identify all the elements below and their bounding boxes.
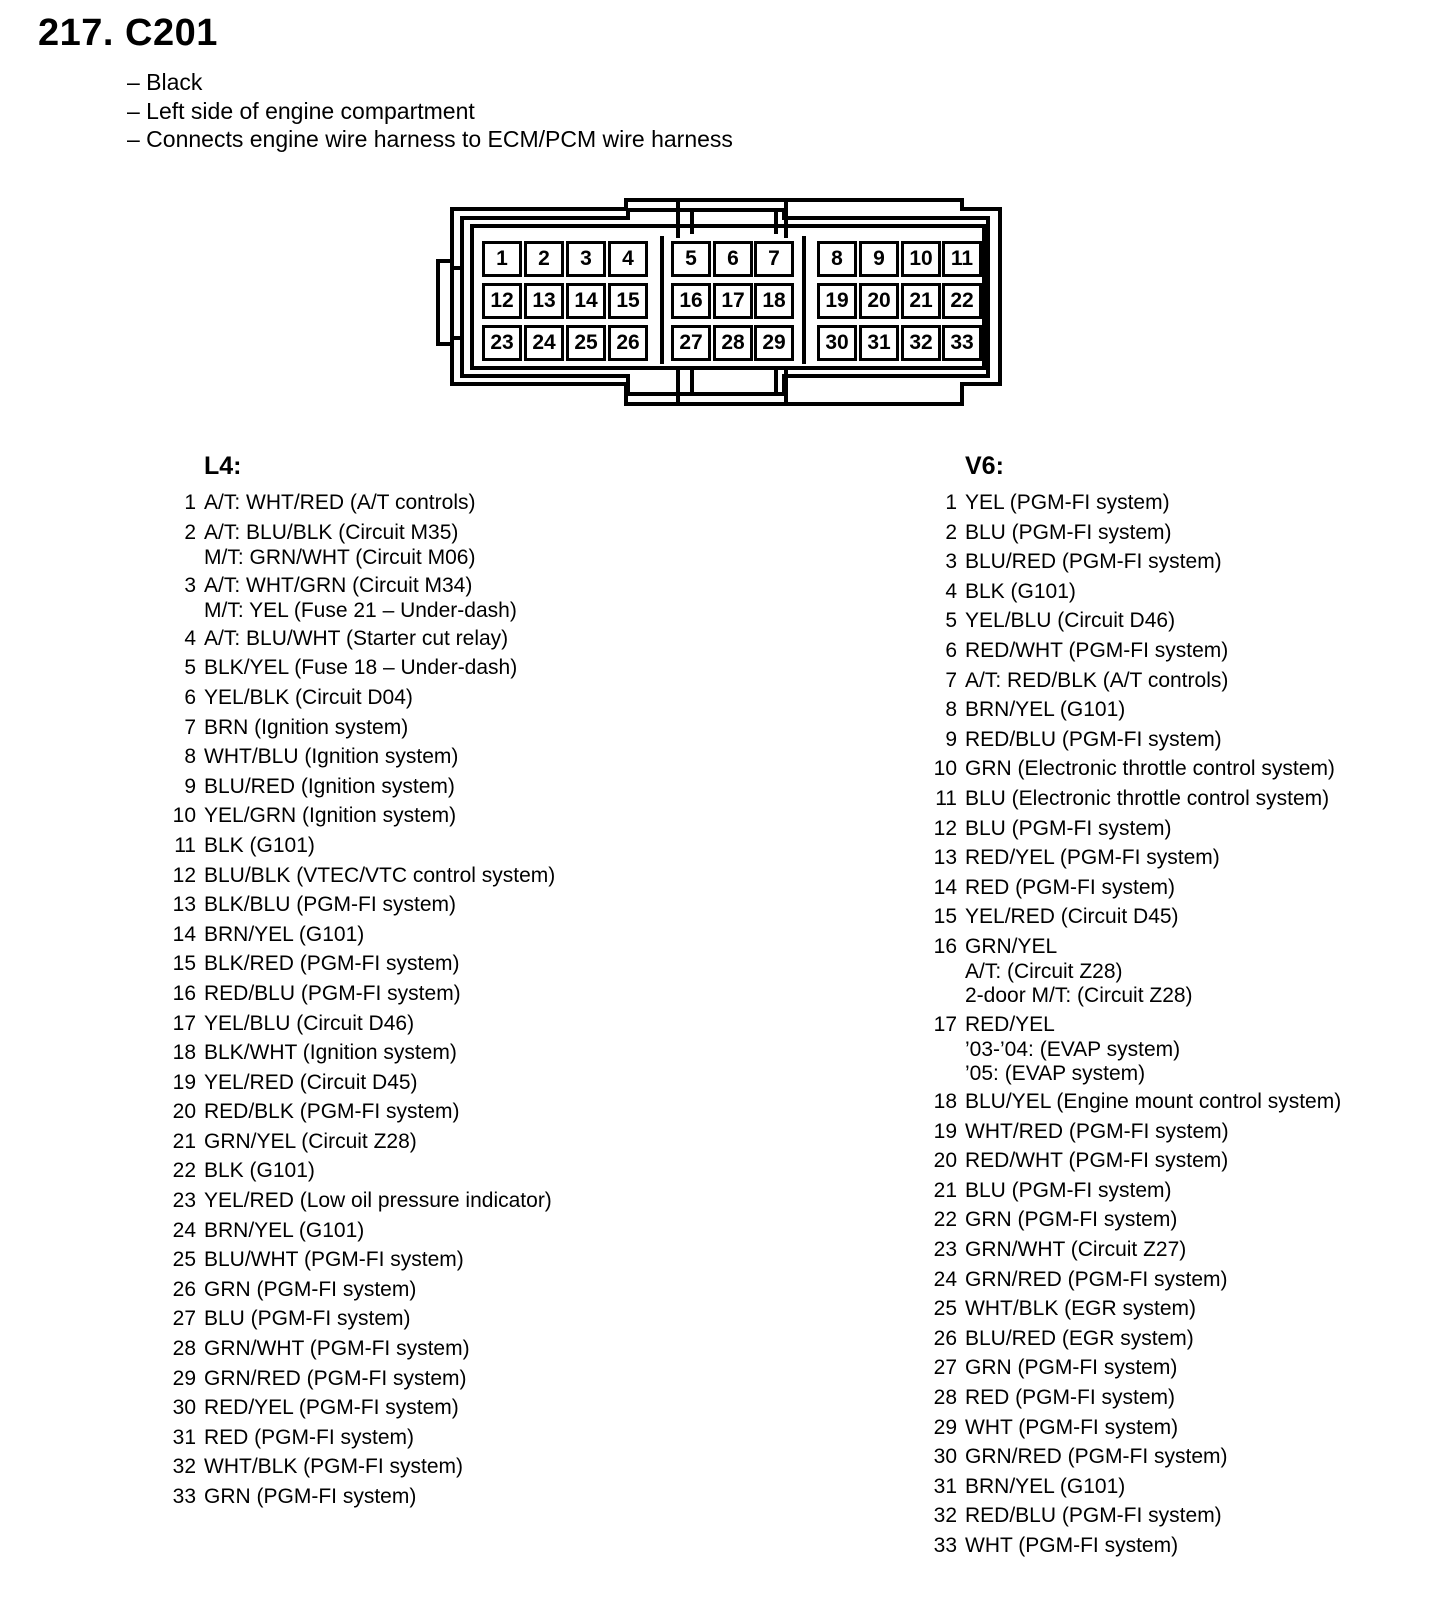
wire-description: GRN/RED (PGM-FI system): [965, 1267, 1228, 1291]
pin-number: 12: [172, 863, 196, 887]
pin-number: 5: [945, 609, 957, 633]
pin-cell: 28: [713, 325, 753, 361]
pin-number: 2: [945, 520, 957, 544]
pin-number: 21: [933, 1178, 957, 1202]
page-title: 217. C201: [38, 12, 218, 54]
pin-entry: [172, 1453, 555, 1481]
pin-entry: [172, 921, 555, 949]
pin-number: 21: [172, 1129, 196, 1153]
pin-entry: [933, 1011, 1341, 1087]
pin-entry: [184, 654, 555, 682]
pin-number: 24: [172, 1218, 196, 1242]
pin-number: 22: [933, 1208, 957, 1232]
wire-description: RED (PGM-FI system): [204, 1425, 414, 1449]
pin-cell: 30: [817, 325, 857, 361]
pin-entry: [933, 1266, 1341, 1294]
pin-cell: 33: [942, 325, 982, 361]
wire-description: GRN (PGM-FI system): [965, 1208, 1178, 1232]
wire-sub-description: ’05: (EVAP system): [965, 1062, 1146, 1085]
pin-entry: [933, 1118, 1341, 1146]
pin-number: 10: [933, 757, 957, 781]
pin-number: 15: [933, 905, 957, 929]
pin-number: 7: [945, 668, 957, 692]
pin-number: 24: [933, 1267, 957, 1291]
wire-description: A/T: WHT/RED (A/T controls): [204, 491, 476, 514]
pin-cell: 2: [524, 241, 564, 277]
pin-entry: [933, 1236, 1341, 1264]
pin-entry: [184, 714, 555, 742]
pin-cell: 12: [482, 283, 522, 319]
wire-sub-description: M/T: YEL (Fuse 21 – Under-dash): [204, 598, 517, 622]
pin-entry: [933, 1384, 1341, 1412]
wire-description: BLK (G101): [204, 1159, 315, 1183]
pin-entry: [933, 1443, 1341, 1471]
pin-number: 6: [945, 638, 957, 662]
pin-entry: [933, 1088, 1342, 1116]
pin-entry: [933, 1325, 1341, 1353]
pin-entry: [172, 980, 555, 1008]
pin-entry: [172, 1424, 555, 1452]
pin-entry: [172, 1187, 555, 1215]
pin-entry: [184, 743, 555, 771]
pin-number: 27: [933, 1356, 957, 1380]
pin-number: 5: [184, 656, 196, 680]
pin-entry: [172, 802, 555, 830]
wire-description: RED/YEL (PGM-FI system): [965, 846, 1220, 870]
wire-description: GRN/RED (PGM-FI system): [204, 1366, 467, 1390]
pin-number: 11: [174, 833, 196, 857]
wire-description: BLU/RED (Ignition system): [204, 774, 455, 798]
wire-description: A/T: BLU/BLK (Circuit M35): [204, 520, 459, 544]
pin-number: 13: [172, 893, 196, 917]
wire-description: RED/YEL (PGM-FI system): [204, 1396, 459, 1420]
wire-sub-description: A/T: (Circuit Z28): [965, 959, 1123, 983]
wire-description: RED/YEL: [965, 1012, 1055, 1036]
pin-entry: [933, 903, 1341, 931]
pin-number: 4: [945, 579, 957, 603]
pin-entry: [174, 832, 555, 860]
wire-description: BLU (PGM-FI system): [965, 816, 1172, 840]
pin-entry: [933, 933, 1341, 1009]
pin-entry: [945, 607, 1341, 635]
pin-cell: 15: [608, 283, 648, 319]
pin-entry: [945, 578, 1341, 606]
pin-number: 10: [172, 804, 196, 828]
wire-description: BLK/RED (PGM-FI system): [204, 952, 460, 976]
pin-cell: 8: [817, 241, 857, 277]
pin-entry: [172, 1157, 555, 1185]
wire-description: WHT (PGM-FI system): [965, 1534, 1179, 1557]
pin-number: 25: [172, 1248, 196, 1272]
pin-entry: [172, 1276, 555, 1304]
pin-number: 22: [172, 1159, 196, 1183]
wire-description: GRN/WHT (Circuit Z27): [965, 1238, 1187, 1262]
wire-description: BLU/RED (PGM-FI system): [965, 550, 1222, 574]
wire-description: BRN/YEL (G101): [965, 1474, 1126, 1498]
wire-description: RED/BLK (PGM-FI system): [204, 1100, 460, 1124]
wire-description: BLU/RED (EGR system): [965, 1326, 1194, 1350]
wire-description: WHT/BLU (Ignition system): [204, 745, 459, 769]
wire-description: BLK/WHT (Ignition system): [204, 1041, 457, 1065]
pin-number: 15: [172, 952, 196, 976]
pin-cell: 29: [754, 325, 794, 361]
pin-entry: [172, 1010, 555, 1038]
pin-entry: [935, 785, 1341, 813]
pin-number: 30: [172, 1396, 196, 1420]
pin-entry: [172, 1069, 555, 1097]
wire-description: WHT (PGM-FI system): [965, 1415, 1179, 1439]
pin-entry: [184, 519, 555, 571]
wire-sub-description: M/T: GRN/WHT (Circuit M06): [204, 545, 476, 569]
pin-entry: [933, 1206, 1341, 1234]
pin-number: 16: [933, 934, 957, 958]
wire-description: BRN/YEL (G101): [204, 922, 365, 946]
pin-cell: 27: [671, 325, 711, 361]
pin-number: 23: [933, 1238, 957, 1262]
wire-description: BLU/BLK (VTEC/VTC control system): [204, 863, 556, 887]
pin-entry: [945, 519, 1341, 547]
pin-number: 33: [933, 1534, 957, 1557]
wire-description: YEL/BLK (Circuit D04): [204, 685, 413, 709]
pin-entry: [933, 1177, 1341, 1205]
wire-description: BLK/BLU (PGM-FI system): [204, 893, 457, 917]
pin-entry: [933, 1295, 1341, 1323]
pin-number: 9: [184, 774, 196, 798]
pin-entry: [184, 489, 555, 517]
wire-description: GRN (Electronic throttle control system): [965, 757, 1335, 781]
wire-description: GRN/RED (PGM-FI system): [965, 1445, 1228, 1469]
pin-cell: 25: [566, 325, 606, 361]
wire-description: A/T: RED/BLK (A/T controls): [965, 668, 1229, 692]
wire-description: BLU/YEL (Engine mount control system): [965, 1090, 1342, 1114]
pin-number: 20: [172, 1100, 196, 1124]
wire-description: YEL/RED (Circuit D45): [204, 1070, 418, 1094]
pin-cell: 7: [754, 241, 794, 277]
pin-entry: [945, 696, 1341, 724]
pin-entry: [933, 755, 1341, 783]
pin-number: 29: [172, 1366, 196, 1390]
pin-number: 28: [933, 1386, 957, 1410]
wire-description: RED/WHT (PGM-FI system): [965, 638, 1229, 662]
wire-description: GRN/WHT (PGM-FI system): [204, 1337, 470, 1361]
pin-entry: [945, 726, 1341, 754]
pin-number: 2: [184, 520, 196, 544]
pin-number: 6: [184, 685, 196, 709]
wire-description: RED (PGM-FI system): [965, 1386, 1175, 1410]
pin-number: 4: [184, 626, 196, 650]
pin-number: 8: [184, 745, 196, 769]
pin-number: 3: [945, 550, 957, 574]
wire-description: BLK (G101): [204, 833, 315, 857]
note-color: – Black: [127, 69, 203, 95]
pin-entry: [184, 773, 555, 801]
pin-number: 18: [933, 1090, 957, 1114]
pin-entry: [172, 1335, 555, 1363]
wire-description: BLU (PGM-FI system): [204, 1307, 411, 1331]
pin-cell: 3: [566, 241, 606, 277]
pin-cell: 1: [482, 241, 522, 277]
wire-description: YEL/RED (Low oil pressure indicator): [204, 1189, 552, 1213]
pin-entry: [933, 874, 1341, 902]
pin-entry: [184, 572, 555, 624]
pin-entry: [172, 862, 556, 890]
wire-description: RED/WHT (PGM-FI system): [965, 1149, 1229, 1173]
wire-description: YEL/BLU (Circuit D46): [204, 1011, 415, 1035]
wire-description: BLU (PGM-FI system): [965, 520, 1172, 544]
pin-entry: [172, 1098, 555, 1126]
pin-entry: [172, 1305, 555, 1333]
pin-number: 20: [933, 1149, 957, 1173]
pin-number: 19: [172, 1070, 196, 1094]
wire-description: WHT/BLK (PGM-FI system): [204, 1455, 463, 1479]
pin-cell: 11: [942, 241, 982, 277]
pin-cell: 4: [608, 241, 648, 277]
pin-entry: [172, 1039, 555, 1067]
pin-cell: 20: [859, 283, 899, 319]
pin-number: 12: [933, 816, 957, 840]
pin-entry: [172, 1128, 555, 1156]
pin-number: 1: [945, 491, 957, 514]
connector-notes: [127, 68, 733, 154]
wire-description: YEL/BLU (Circuit D46): [965, 609, 1176, 633]
pin-number: 33: [172, 1485, 196, 1508]
pin-entry: [945, 548, 1341, 576]
pin-number: 14: [172, 922, 196, 946]
wire-sub-description: ’03-’04: (EVAP system): [965, 1037, 1181, 1061]
pin-number: 26: [933, 1326, 957, 1350]
wire-description: GRN (PGM-FI system): [965, 1356, 1178, 1380]
pin-number: 7: [184, 715, 196, 739]
wire-description: RED (PGM-FI system): [965, 875, 1175, 899]
wire-description: BLU/WHT (PGM-FI system): [204, 1248, 464, 1272]
pin-entry: [933, 1502, 1341, 1530]
pin-cell: 19: [817, 283, 857, 319]
connector-diagram: [440, 198, 1020, 420]
wire-description: BRN/YEL (G101): [204, 1218, 365, 1242]
pin-number: 26: [172, 1277, 196, 1301]
pin-entry: [933, 1473, 1341, 1501]
wire-description: A/T: BLU/WHT (Starter cut relay): [204, 626, 509, 650]
wire-description: BLK (G101): [965, 579, 1076, 603]
pin-entry: [933, 844, 1341, 872]
pin-entry: [172, 1483, 555, 1511]
pin-number: 17: [933, 1012, 957, 1036]
pin-cell: 24: [524, 325, 564, 361]
wire-description: GRN/YEL: [965, 934, 1058, 958]
wire-description: GRN/YEL (Circuit Z28): [204, 1129, 417, 1153]
wire-description: BLU (PGM-FI system): [965, 1178, 1172, 1202]
pin-entry: [172, 1246, 555, 1274]
note-location: – Left side of engine compartment: [127, 97, 475, 124]
wire-sub-description: 2-door M/T: (Circuit Z28): [965, 984, 1193, 1008]
wire-description: BLK/YEL (Fuse 18 – Under-dash): [204, 656, 518, 680]
pin-entry: [172, 1217, 555, 1245]
pin-number: 32: [172, 1455, 196, 1479]
pin-entry: [184, 684, 555, 712]
pin-entry: [933, 1354, 1341, 1382]
pin-number: 11: [935, 786, 957, 810]
pin-cell: 17: [713, 283, 753, 319]
pin-cell: 14: [566, 283, 606, 319]
pin-entry: [172, 891, 555, 919]
pin-cell: 23: [482, 325, 522, 361]
pin-number: 13: [933, 846, 957, 870]
v6-title: V6:: [965, 452, 1004, 480]
pin-number: 31: [172, 1425, 196, 1449]
wire-description: GRN (PGM-FI system): [204, 1277, 417, 1301]
pin-number: 23: [172, 1189, 196, 1213]
pin-entry: [172, 950, 555, 978]
pin-number: 25: [933, 1297, 957, 1321]
pin-entry: [933, 1414, 1341, 1442]
pin-number: 18: [172, 1041, 196, 1065]
pin-number: 1: [184, 491, 196, 514]
pin-entry: [933, 1532, 1341, 1560]
pin-cell: 26: [608, 325, 648, 361]
wire-description: YEL/RED (Circuit D45): [965, 905, 1179, 929]
pin-number: 8: [945, 698, 957, 722]
pin-number: 32: [933, 1504, 957, 1528]
wire-description: GRN (PGM-FI system): [204, 1485, 417, 1508]
pin-number: 28: [172, 1337, 196, 1361]
pin-cell: 22: [942, 283, 982, 319]
pin-number: 31: [933, 1474, 957, 1498]
wire-description: YEL (PGM-FI system): [965, 491, 1170, 514]
pin-number: 27: [172, 1307, 196, 1331]
wire-description: RED/BLU (PGM-FI system): [965, 727, 1222, 751]
pin-cell: 5: [671, 241, 711, 277]
l4-title: L4:: [204, 452, 242, 480]
v6-pin-list: [933, 489, 1342, 1562]
pin-cell: 6: [713, 241, 753, 277]
pin-cell: 16: [671, 283, 711, 319]
wire-description: YEL/GRN (Ignition system): [204, 804, 457, 828]
pin-entry: [945, 667, 1341, 695]
pin-number: 29: [933, 1415, 957, 1439]
pin-number: 9: [945, 727, 957, 751]
wire-description: RED/BLU (PGM-FI system): [965, 1504, 1222, 1528]
pin-cell: 10: [901, 241, 941, 277]
wire-description: WHT/BLK (EGR system): [965, 1297, 1197, 1321]
pin-number: 14: [933, 875, 957, 899]
pin-cell: 21: [901, 283, 941, 319]
pin-number: 3: [184, 573, 196, 597]
note-connects: – Connects engine wire harness to ECM/PCM wire harness: [127, 126, 733, 152]
pin-number: 30: [933, 1445, 957, 1469]
pin-entry: [172, 1365, 555, 1393]
wire-description: BRN/YEL (G101): [965, 698, 1126, 722]
wire-description: WHT/RED (PGM-FI system): [965, 1119, 1229, 1143]
pin-entry: [933, 1147, 1341, 1175]
pin-entry: [184, 625, 555, 653]
wire-description: BLU (Electronic throttle control system): [965, 786, 1330, 810]
pin-cell: 31: [859, 325, 899, 361]
pin-cell: 9: [859, 241, 899, 277]
pin-number: 16: [172, 981, 196, 1005]
l4-pin-list: [172, 489, 556, 1513]
pin-entry: [945, 489, 1341, 517]
wire-description: A/T: WHT/GRN (Circuit M34): [204, 573, 473, 597]
pin-number: 19: [933, 1119, 957, 1143]
wire-description: BRN (Ignition system): [204, 715, 409, 739]
pin-cell: 32: [901, 325, 941, 361]
pin-cell: 18: [754, 283, 794, 319]
pin-entry: [933, 815, 1341, 843]
pin-entry: [172, 1394, 555, 1422]
pin-entry: [945, 637, 1341, 665]
pin-cell: 13: [524, 283, 564, 319]
wire-description: RED/BLU (PGM-FI system): [204, 981, 461, 1005]
pin-number: 17: [172, 1011, 196, 1035]
